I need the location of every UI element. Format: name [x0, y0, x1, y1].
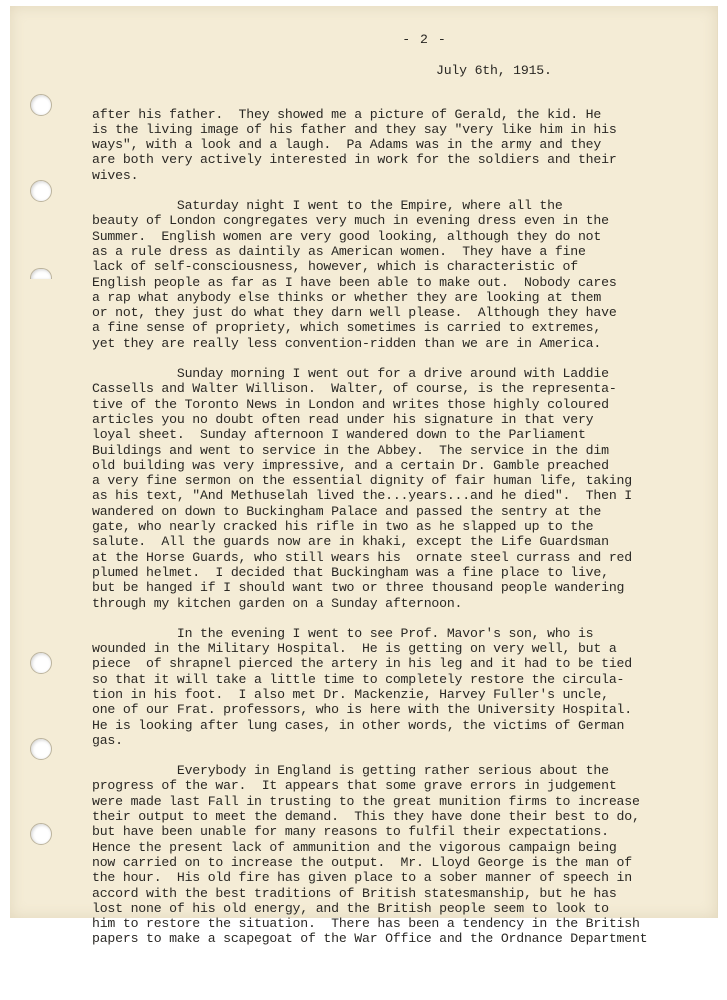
text-line: but have been unable for many reasons to fulfil their expectations. [92, 824, 609, 840]
paragraph-4 [92, 626, 717, 748]
text-line: yet they are really less convention-ridden than we are in America. [92, 335, 602, 351]
text-line: English people as far as I have been able to make out. Nobody cares [92, 274, 617, 290]
text-line: after his father. They showed me a picture of Gerald, the kid. He [92, 106, 602, 122]
text-line: lack of self-consciousness, however, which is characteristic of [92, 259, 578, 275]
text-line: one of our Frat. professors, who is here with the University Hospital. [92, 702, 632, 718]
text-line: In the evening I went to see Prof. Mavor's son, who is [92, 625, 594, 641]
text-line: Everybody in England is getting rather serious about the [92, 763, 609, 779]
text-line: Sunday morning I went out for a drive around with Laddie [92, 366, 609, 382]
text-line: tion in his foot. I also met Dr. Mackenzie, Harvey Fuller's uncle, [92, 686, 609, 702]
text-line: Hence the present lack of ammunition and the vigorous campaign being [92, 839, 617, 855]
text-line: is the living image of his father and they say "very like him in his [92, 121, 617, 137]
text-line: a very fine sermon on the essential dignity of fair human life, taking [92, 473, 632, 489]
text-line: papers to make a scapegoat of the War Office and the Ordnance Department [92, 931, 648, 947]
binder-hole [30, 738, 52, 760]
text-line: the hour. His old fire has given place to a sober manner of speech in [92, 870, 632, 886]
letter-date: July 6th, 1915. [436, 63, 552, 79]
text-line: so that it will take a little time to completely restore the circula- [92, 671, 625, 687]
text-line: Saturday night I went to the Empire, where all the [92, 198, 563, 214]
binder-hole [30, 652, 52, 674]
text-line: now carried on to increase the output. Mr. Lloyd George is the man of [92, 854, 632, 870]
text-line: He is looking after lung cases, in other words, the victims of German [92, 717, 625, 733]
text-line: beauty of London congregates very much in evening dress even in the [92, 213, 609, 229]
text-line: or not, they just do what they darn well please. Although they have [92, 305, 617, 321]
text-line: articles you no doubt often read under his signature in that very [92, 411, 594, 427]
text-line: Summer. English women are very good looking, although they do not [92, 228, 602, 244]
text-line: plumed helmet. I decided that Buckingham was a fine place to live, [92, 564, 609, 580]
text-line: him to restore the situation. There has been a tendency in the British [92, 916, 640, 932]
binder-hole [30, 823, 52, 845]
text-line: ways", with a look and a laugh. Pa Adams was in the army and they [92, 137, 602, 153]
text-line: at the Horse Guards, who still wears his ornate steel currass and red [92, 549, 632, 565]
text-line: salute. All the guards now are in khaki, except the Life Guardsman [92, 534, 609, 550]
text-line: Cassells and Walter Willison. Walter, of course, is the representa- [92, 381, 617, 397]
paragraph-5 [92, 763, 717, 947]
text-line: accord with the best traditions of British statesmanship, but he has [92, 885, 617, 901]
text-line: a fine sense of propriety, which sometimes is carried to extremes, [92, 320, 602, 336]
page-number: - 2 - [402, 32, 447, 47]
text-line: old building was very impressive, and a certain Dr. Gamble preached [92, 457, 609, 473]
text-line: loyal sheet. Sunday afternoon I wandered down to the Parliament [92, 427, 586, 443]
text-line: a rap what anybody else thinks or whether they are looking at them [92, 289, 602, 305]
text-line: are both very actively interested in work for the soldiers and their [92, 152, 617, 168]
typed-letter-page [10, 6, 718, 947]
text-line: lost none of his old energy, and the British people seem to look to [92, 900, 609, 916]
text-line: piece of shrapnel pierced the artery in his leg and it had to be tied [92, 656, 632, 672]
text-line: tive of the Toronto News in London and writes those highly coloured [92, 396, 609, 412]
text-line: wounded in the Military Hospital. He is getting on very well, but a [92, 641, 617, 657]
paragraph-2 [92, 198, 717, 351]
text-line: Buildings and went to service in the Abbey. The service in the dim [92, 442, 609, 458]
text-line: their output to meet the demand. This they have done their best to do, [92, 809, 640, 825]
text-line: through my kitchen garden on a Sunday afternoon. [92, 595, 463, 611]
paragraph-3 [92, 366, 717, 611]
text-line: gas. [92, 732, 123, 748]
text-line: but be hanged if I should want two or three thousand people wandering [92, 580, 625, 596]
text-line: progress of the war. It appears that some grave errors in judgement [92, 778, 617, 794]
text-line: as his text, "And Methuselah lived the...years...and he died". Then I [92, 488, 632, 504]
text-line: wandered on down to Buckingham Palace and passed the sentry at the [92, 503, 602, 519]
paragraph-1 [92, 107, 717, 183]
binder-hole [30, 180, 52, 202]
binder-hole [30, 268, 52, 279]
text-line: gate, who nearly cracked his rifle in two as he slapped up to the [92, 519, 594, 535]
text-line: as a rule dress as daintily as American women. They have a fine [92, 243, 586, 259]
text-line: wives. [92, 167, 139, 183]
binder-hole [30, 94, 52, 116]
text-line: were made last Fall in trusting to the great munition firms to increase [92, 793, 640, 809]
letter-body [92, 32, 717, 947]
